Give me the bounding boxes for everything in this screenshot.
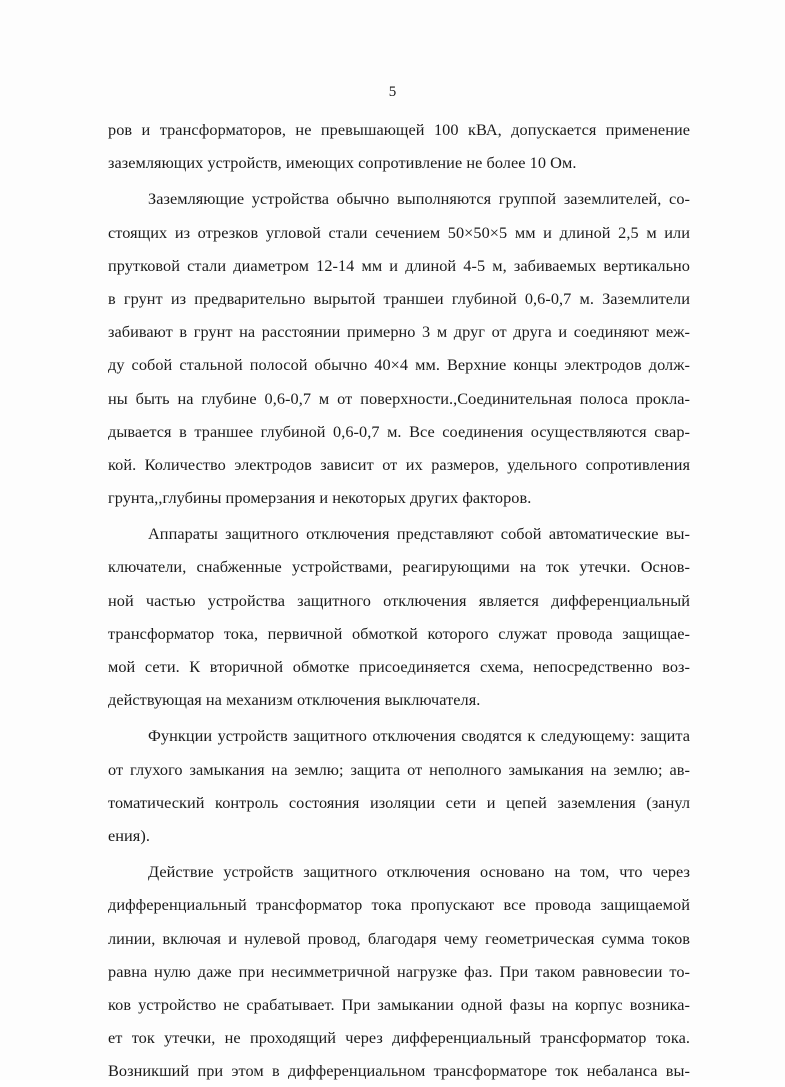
text-line: трансформатор тока, первичной обмоткой которого служат провода защищае- [108,623,690,643]
paragraph [108,182,690,514]
text-line: грунта,,глубины промерзания и некоторых других факторов. [108,488,532,508]
paragraph [108,855,690,1087]
paragraph [108,517,690,716]
text-line: равна нулю даже при несимметричной нагрузке фаз. При таком равновесии то- [108,961,690,981]
page-number: 5 [388,84,397,100]
text-line: Аппараты защитного отключения представляют собой автоматические вы- [148,524,690,544]
text-line: ду собой стальной полосой обычно 40×4 мм. Верхние концы электродов долж- [108,355,690,375]
text-line: линии, включая и нулевой провод, благодаря чему геометрическая сумма токов [108,928,690,948]
text-line: Заземляющие устройства обычно выполняются группой заземлителей, со- [148,189,690,209]
paragraph [108,719,690,852]
text-line: прутковой стали диаметром 12-14 мм и длиной 4-5 м, забиваемых вертикально [108,255,690,275]
text-line: дывается в траншее глубиной 0,6-0,7 м. Все соединения осуществляются свар- [108,421,690,441]
text-line: кой. Количество электродов зависит от их размеров, удельного сопротивления [108,454,690,474]
text-line: от глухого замыкания на землю; защита от неполного замыкания на землю; ав- [108,759,690,779]
text-line: ключатели, снабженные устройствами, реагирующими на ток утечки. Основ- [108,557,690,577]
text-line: Возникший при этом в дифференциальном трансформаторе ток небаланса вы- [108,1061,690,1081]
text-line: ет ток утечки, не проходящий через дифференциальный трансформатор тока. [108,1028,690,1048]
text-line: ков устройство не срабатывает. При замыкании одной фазы на корпус возника- [108,994,690,1014]
text-line: заземляющих устройств, имеющих сопротивление не более 10 Ом. [108,153,577,173]
text-line: дифференциальный трансформатор тока пропускают все провода защищаемой [108,895,690,915]
text-line: ения). [108,825,150,845]
text-line: забивают в грунт на расстоянии примерно 3 м друг от друга и соединяют меж- [108,322,690,342]
text-line: мой сети. К вторичной обмотке присоединяется схема, непосредственно воз- [108,657,690,676]
text-line: стоящих из отрезков угловой стали сечением 50×50×5 мм и длиной 2,5 м или [108,222,690,242]
text-line: томатический контроль состояния изоляции сети и цепей заземления (занул [108,792,690,812]
text-line: Действие устройств защитного отключения основано на том, что через [148,862,690,882]
text-line: ров и трансформаторов, не превышающей 100 кВА, допускается применение [108,120,690,139]
text-line: ны быть на глубине 0,6-0,7 м от поверхности.,Соединительная полоса прокла- [108,388,690,408]
body-text [108,113,690,1087]
text-line: действующая на механизм отключения выключателя. [108,690,481,710]
paragraph [108,113,690,179]
text-line: ной частью устройства защитного отключения является дифференциальный [108,590,690,610]
text-line: в грунт из предварительно вырытой траншеи глубиной 0,6-0,7 м. Заземлители [108,288,690,308]
text-line: Функции устройств защитного отключения сводятся к следующему: защита [148,726,690,746]
